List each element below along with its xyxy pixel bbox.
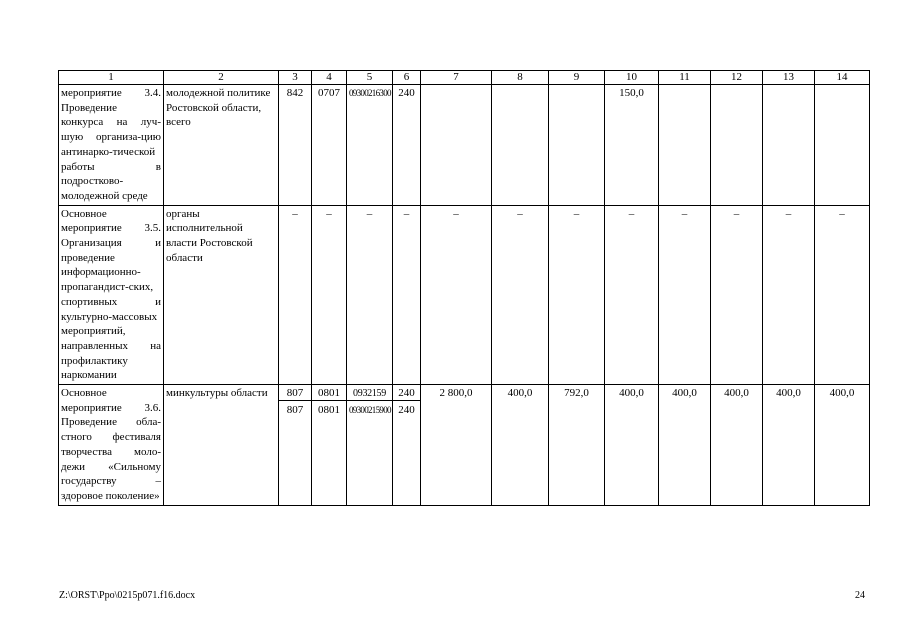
grbs-value: 807 xyxy=(279,385,311,401)
header-cell: 2 xyxy=(164,71,279,85)
value-cell-10: 150,0 xyxy=(605,85,659,206)
grbs-value: 807 xyxy=(286,404,304,417)
page-number: 24 xyxy=(855,590,865,601)
header-cell: 9 xyxy=(549,71,605,85)
value-cell-12 xyxy=(711,85,763,206)
value-cell-14: – xyxy=(815,205,870,384)
value-cell-7 xyxy=(421,85,492,206)
executor-cell: органы исполнительной власти Ростовской области xyxy=(164,205,279,384)
header-cell: 7 xyxy=(421,71,492,85)
csr-cell xyxy=(347,385,393,506)
header-cell: 6 xyxy=(393,71,421,85)
budget-table xyxy=(58,70,870,506)
executor-cell: минкультуры области xyxy=(164,385,279,506)
value-cell-11: – xyxy=(659,205,711,384)
executor-cell: молодежной политике Ростовской области, всего xyxy=(164,85,279,206)
value-cell-7: 2 800,0 xyxy=(421,385,492,506)
value-cell-11 xyxy=(659,85,711,206)
header-row xyxy=(59,71,870,85)
value-cell-12: – xyxy=(711,205,763,384)
value-cell-12: 400,0 xyxy=(711,385,763,506)
value-cell-13: 400,0 xyxy=(763,385,815,506)
value-cell-10: – xyxy=(605,205,659,384)
value-cell-10: 400,0 xyxy=(605,385,659,506)
rzpr-value: 0801 xyxy=(312,385,346,401)
header-cell: 8 xyxy=(492,71,549,85)
rzpr-cell: – xyxy=(312,205,347,384)
table-row xyxy=(59,85,870,206)
vr-cell xyxy=(393,385,421,506)
value-cell-11: 400,0 xyxy=(659,385,711,506)
header-cell: 4 xyxy=(312,71,347,85)
header-cell: 13 xyxy=(763,71,815,85)
rzpr-value: 0801 xyxy=(318,404,340,417)
header-cell: 14 xyxy=(815,71,870,85)
value-cell-8 xyxy=(492,85,549,206)
activity-cell: Основное мероприятие 3.6. Проведение обла-стного фестиваля творчества моло-дежи «Сильному государству – здоровое поколение» xyxy=(59,385,164,506)
header-cell: 3 xyxy=(279,71,312,85)
header-cell: 11 xyxy=(659,71,711,85)
csr-value: 0932159 xyxy=(347,385,392,401)
value-cell-14: 400,0 xyxy=(815,385,870,506)
value-cell-13: – xyxy=(763,205,815,384)
table-row xyxy=(59,205,870,384)
vr-value: 240 xyxy=(398,404,415,417)
grbs-cell xyxy=(279,385,312,506)
activity-cell: мероприятие 3.4. Проведение конкурса на луч-шую организа-цию антинарко-тической работы в подростково-молодежной среде xyxy=(59,85,164,206)
csr-cell: – xyxy=(347,205,393,384)
value-cell-8: 400,0 xyxy=(492,385,549,506)
grbs-cell: – xyxy=(279,205,312,384)
header-cell: 12 xyxy=(711,71,763,85)
value-cell-9: – xyxy=(549,205,605,384)
value-cell-8: – xyxy=(492,205,549,384)
header-cell: 1 xyxy=(59,71,164,85)
value-cell-13 xyxy=(763,85,815,206)
value-cell-9: 792,0 xyxy=(549,385,605,506)
table-row xyxy=(59,385,870,506)
value-cell-7: – xyxy=(421,205,492,384)
rzpr-cell: 0707 xyxy=(312,85,347,206)
rzpr-cell xyxy=(312,385,347,506)
csr-cell: 09300216300 xyxy=(347,85,393,206)
header-cell: 10 xyxy=(605,71,659,85)
vr-cell: – xyxy=(393,205,421,384)
vr-cell: 240 xyxy=(393,85,421,206)
activity-cell: Основное мероприятие 3.5. Организация и проведение информационно-пропагандист-ских, спортивных и культурно-массовых мероприятий, направленных на профилактику наркомании xyxy=(59,205,164,384)
grbs-cell: 842 xyxy=(279,85,312,206)
csr-value: 09300215900 xyxy=(349,405,391,416)
file-path-footer: Z:\ORST\Ppo\0215p071.f16.docx xyxy=(59,590,196,601)
header-cell: 5 xyxy=(347,71,393,85)
value-cell-9 xyxy=(549,85,605,206)
vr-value: 240 xyxy=(393,385,420,401)
value-cell-14 xyxy=(815,85,870,206)
